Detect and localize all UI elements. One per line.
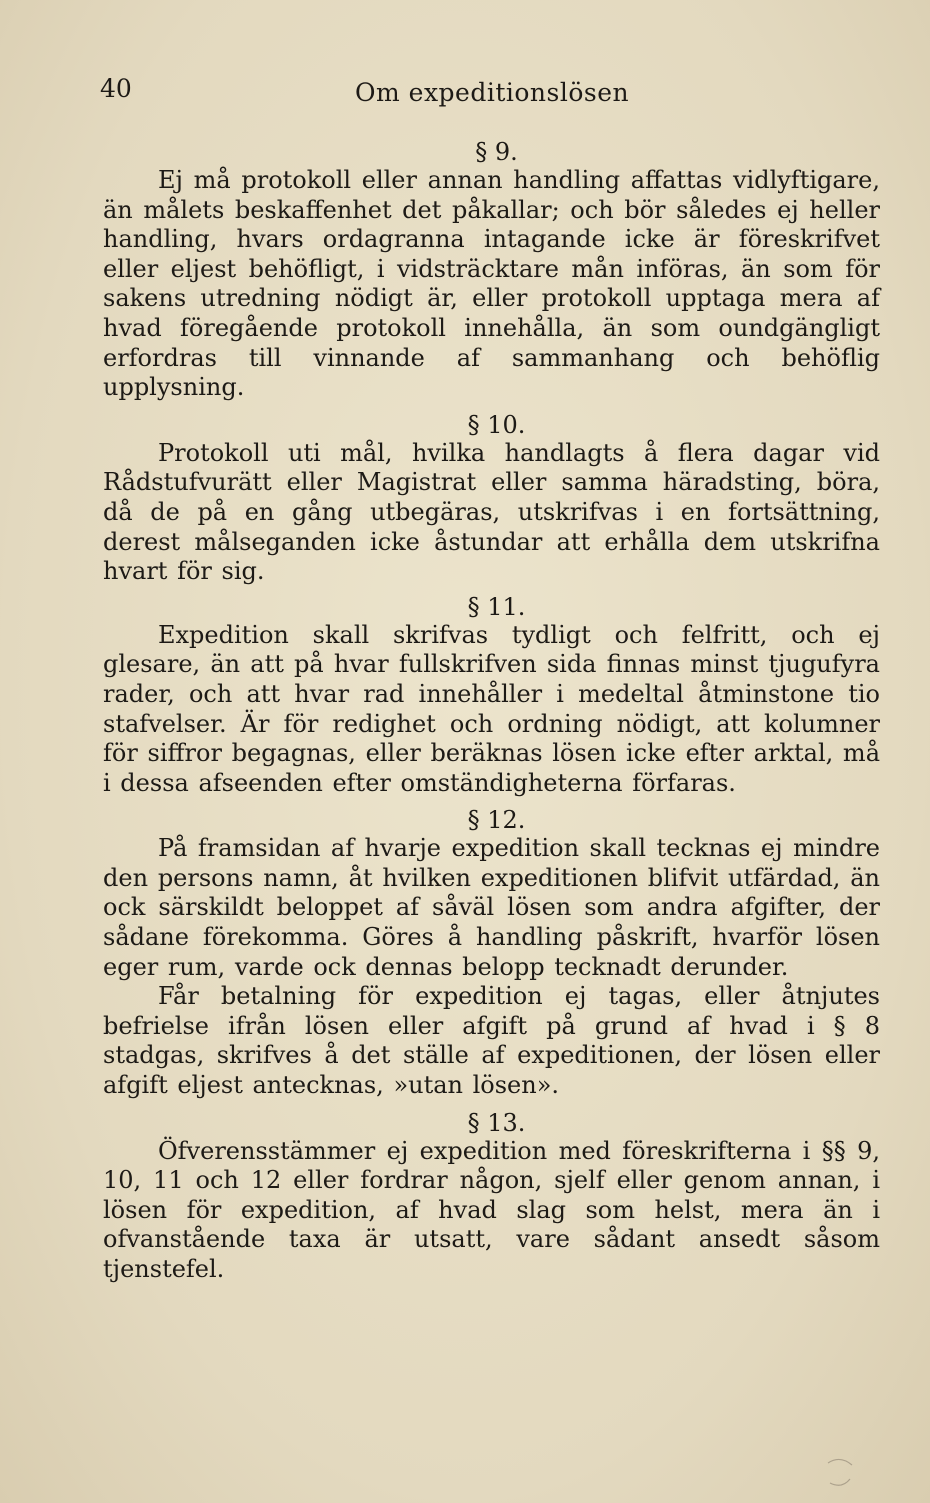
section-heading: § 12. xyxy=(467,806,526,835)
paragraph: Ej må protokoll eller annan handling affattas vidlyftigare, än målets beskaffenhet det påkallar; och bör således ej heller handling, hvars ordagranna intagande icke är föreskrifvet eller eljest behöfligt, i vidsträcktare mån införas, än som för sakens utredning nödigt är, eller protokoll upptaga mera af hvad föregående protokoll innehålla, än som oundgängligt erfordras till vinnande af sammanhang och behöflig upplysning. xyxy=(103,166,880,402)
page-header xyxy=(100,74,900,114)
running-title: Om expeditionslösen xyxy=(355,78,630,107)
section-heading: § 9. xyxy=(475,138,518,166)
section-13 xyxy=(103,1109,880,1285)
section-heading: § 13. xyxy=(467,1108,526,1137)
pencil-mark-icon xyxy=(820,1453,860,1493)
section-heading: § 10. xyxy=(467,410,526,439)
paragraph: Expedition skall skrifvas tydligt och felfritt, och ej glesare, än att på hvar fullskrifven sida finnas minst tjugufyra rader, och att hvar rad innehåller i medeltal åtminstone tio stafvelser. Är för redighet och ordning nödigt, att kolumner för siffror begagnas, eller beräknas lösen icke efter arktal, må i dessa afseenden efter omständigheterna förfaras. xyxy=(103,620,880,797)
paragraph: Protokoll uti mål, hvilka handlagts å flera dagar vid Rådstufvurätt eller Magistrat eller samma häradsting, böra, då de på en gång utbegäras, utskrifvas i en fortsättning, derest målseganden icke åstundar att erhålla dem utskrifna hvart för sig. xyxy=(103,438,880,586)
section-9 xyxy=(103,138,880,403)
section-heading: § 11. xyxy=(467,592,526,621)
page-number: 40 xyxy=(100,74,132,103)
section-12 xyxy=(103,806,880,1100)
paragraph: Får betalning för expedition ej tagas, eller åtnjutes befrielse ifrån lösen eller afgift på grund af hvad i § 8 stadgas, skrifves å det ställe af expeditionen, der lösen eller afgift eljest antecknas, »utan lösen». xyxy=(103,982,880,1100)
section-11 xyxy=(103,593,880,799)
body-text xyxy=(103,138,880,1285)
paragraph: Öfverensstämmer ej expedition med föreskrifterna i §§ 9, 10, 11 och 12 eller fordrar någon, sjelf eller genom annan, i lösen för expedition, af hvad slag som helst, mera än i ofvanstående taxa är utsatt, vare sådant ansedt såsom tjenstefel. xyxy=(103,1136,880,1283)
section-10 xyxy=(103,411,880,587)
paragraph: På framsidan af hvarje expedition skall tecknas ej mindre den persons namn, åt hvilken expeditionen blifvit utfärdad, än ock särskildt beloppet af såväl lösen som andra afgifter, der sådane förekomma. Göres å handling påskrift, hvarför lösen eger rum, varde ock dennas belopp tecknadt derunder. xyxy=(103,834,880,981)
